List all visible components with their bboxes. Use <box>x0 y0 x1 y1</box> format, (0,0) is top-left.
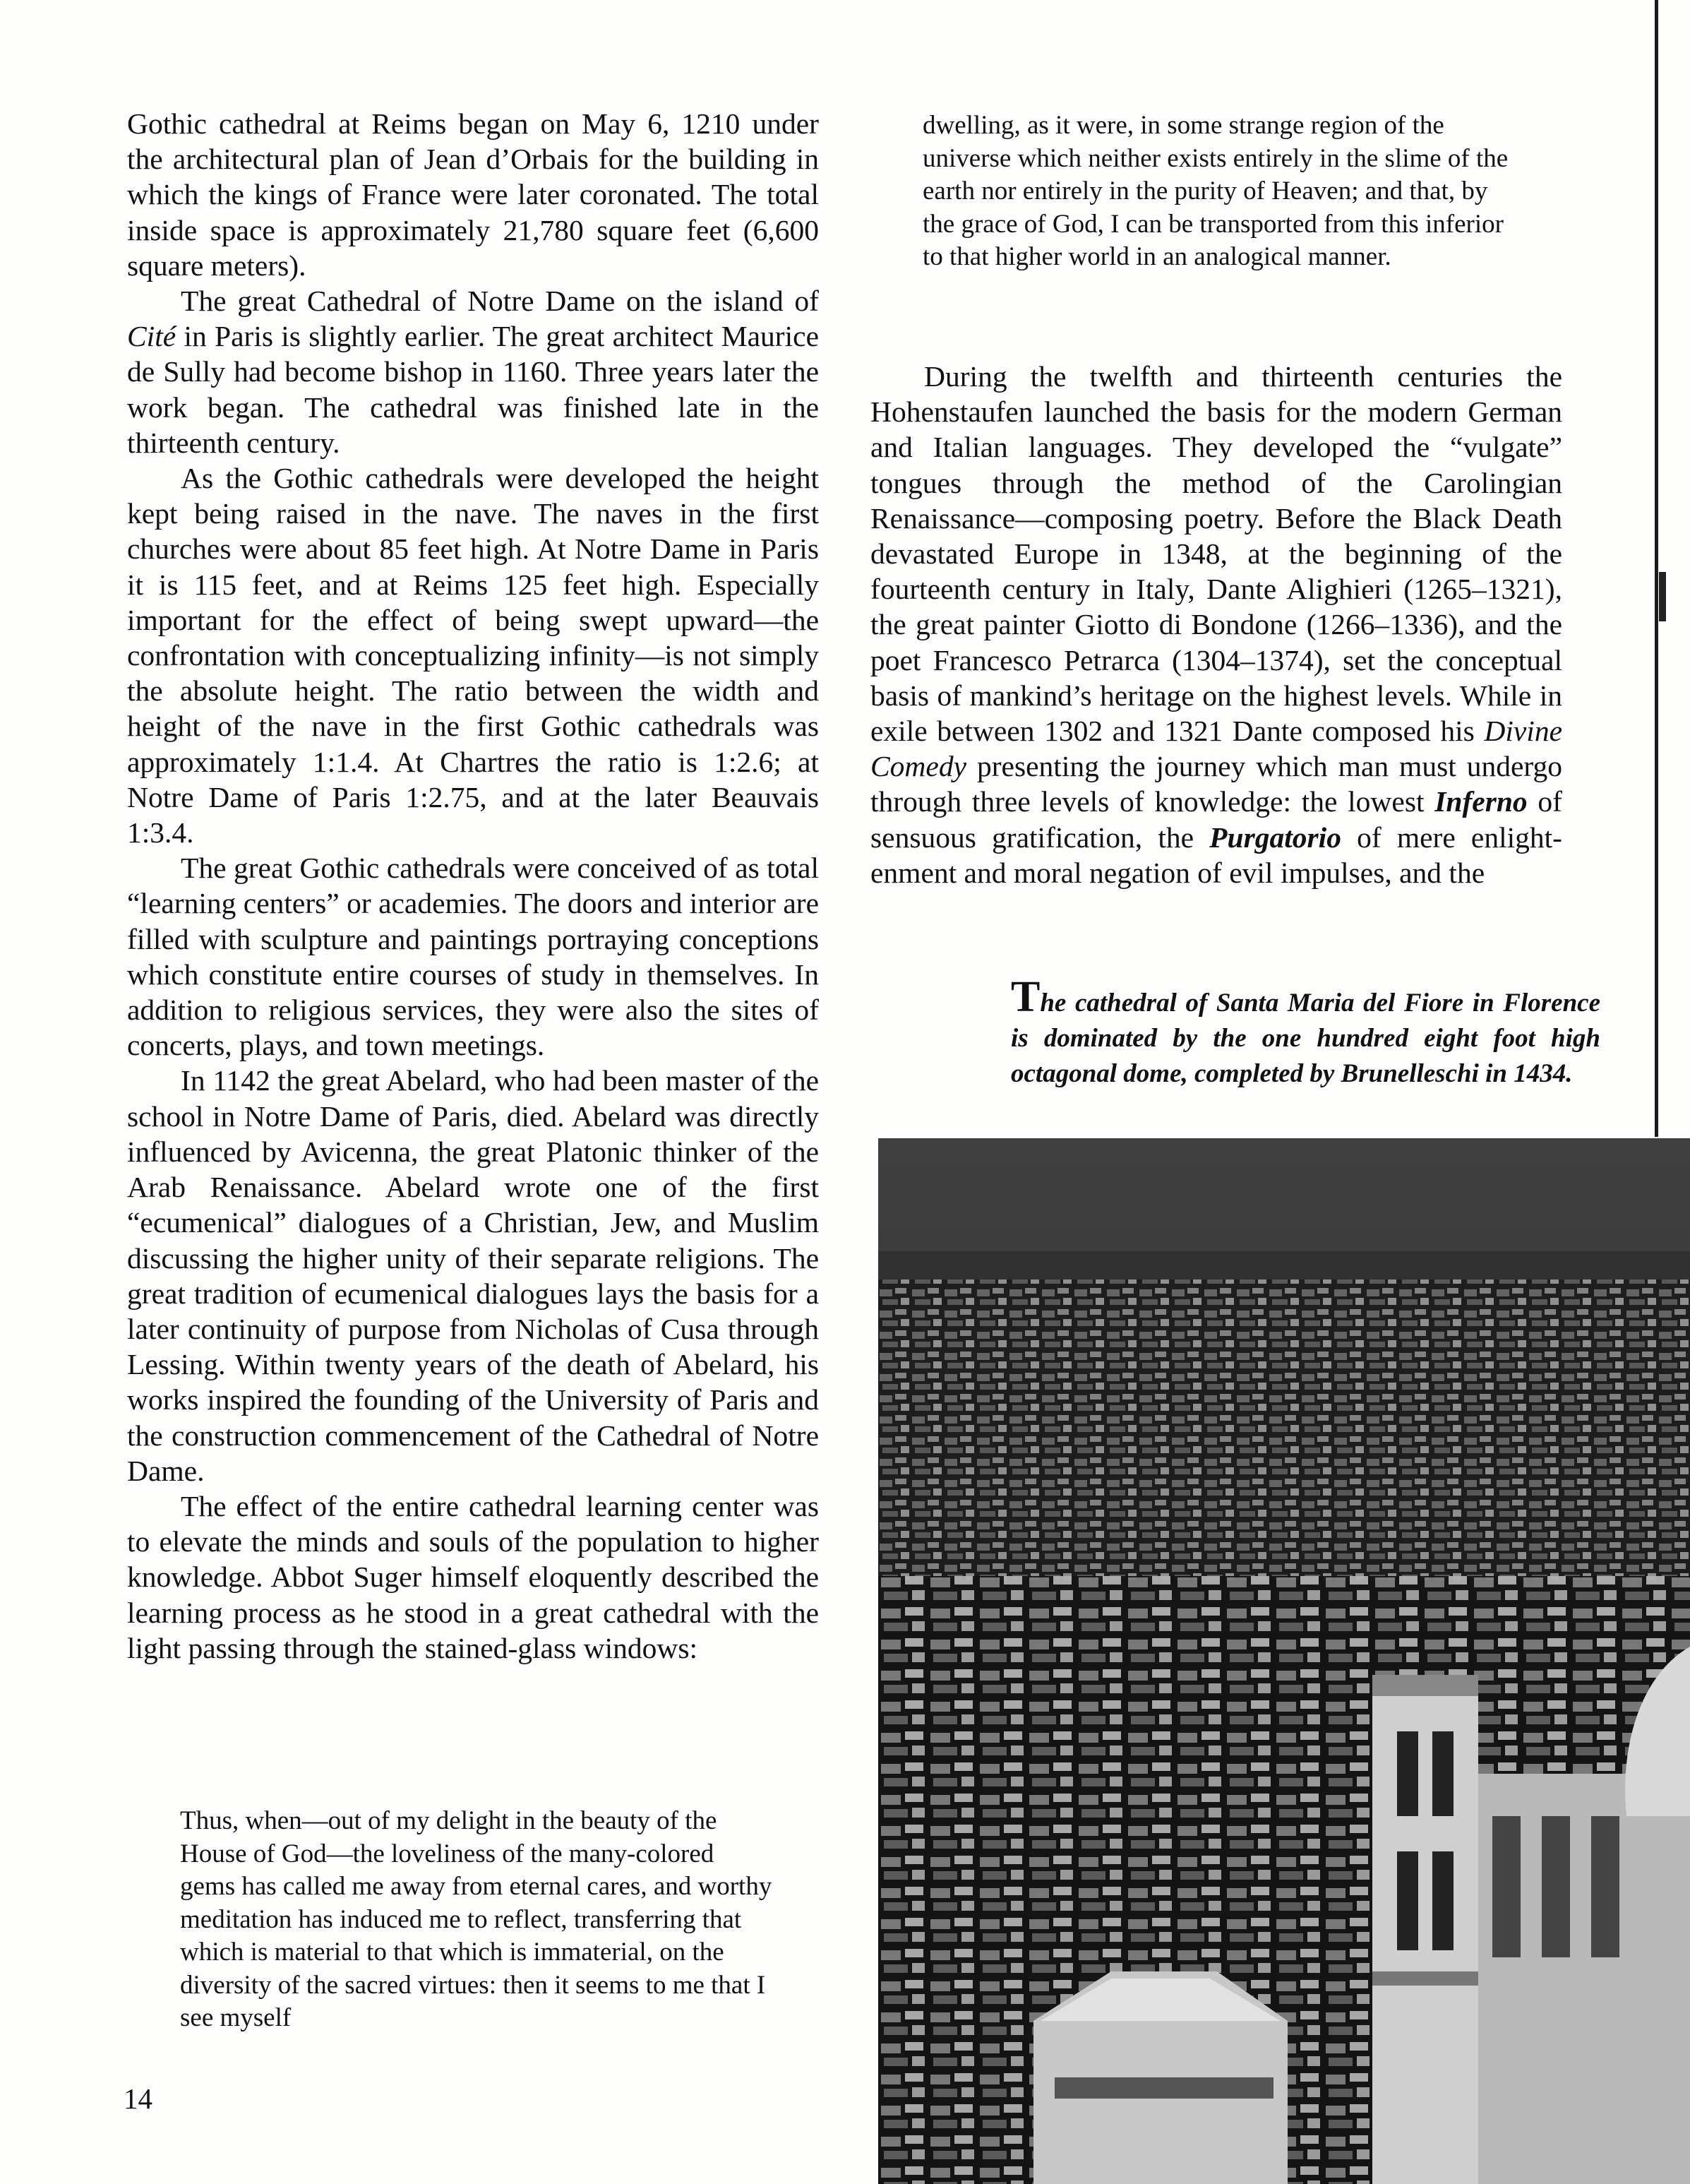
page-number: 14 <box>124 2082 152 2115</box>
suger-quote-part-2: dwelling, as it were, in some strange region of the universe which neither exists entirely in the slime of the earth nor entirely in the purity of Heaven; and that, by the grace of God, I can be transported from this inferior to that higher world in an analogical manner. <box>923 111 1509 271</box>
photo-illustration <box>878 1138 1690 2184</box>
caption-dropcap: T <box>1011 973 1041 1021</box>
caption-text: he cathedral of Santa Maria del Fiore in Florence is dominated by the one hundred eight foot high octagonal dome, completed by Brunelleschi in 1434. <box>1011 989 1600 1088</box>
paragraph-abelard: In 1142 the great Abelard, who had been master of the school in Notre Dame of Paris, died. Abelard was directly influenced by Avicenna, the great Platonic thinker of the Arab Renaissance. Abelard wrote one of the first “ecumenical” dialogues of a Christian, Jew, and Muslim discussing the higher unity of their separate religions. The great tradition of ecumenical dialogues lays the basis for a later continuity of purpose from Nicholas of Cusa through Lessing. Within twenty years of the death of Abelard, his works inspired the founding of the University of Paris and the construction commencement of the Cathedral of Notre Dame. <box>127 1064 819 1487</box>
suger-quote-part-1: Thus, when—out of my delight in the beauty of the House of God—the loveliness of the many-colored gems has called me away from eternal cares, and worthy meditation has induced me to reflect, transferring that which is material to that which is immaterial, on the diversity of the sacred virtues: then it seems to me that I see myself <box>180 1806 772 2032</box>
italic-term: Purgatorio <box>1209 821 1341 854</box>
left-column <box>127 106 819 1666</box>
florence-cathedral-photo <box>878 1138 1690 2184</box>
page-edge-rule <box>1655 0 1658 1137</box>
paragraph-abbot-suger: The effect of the entire cathedral learning center was to elevate the minds and souls of the population to higher knowledge. Abbot Suger himself eloquently described the learning process as he stood in a great cathedral with the light passing through the stained-glass windows: <box>127 1489 819 1664</box>
italic-term: Cité <box>127 320 176 353</box>
right-column <box>870 359 1562 890</box>
paragraph-hohenstaufen: During the twelfth and thirteenth centuries the Hohenstaufen launched the basis for the modern German and Italian languages. They developed the “vulgate” tongues through the method of the Carolingian Renaissance—composing poetry. Before the Black Death devastated Europe in 1348, at the beginning of the fourteenth century in Italy, Dante Alighieri (1265–1321), the great painter Giotto di Bondone (1266–1336), and the poet Francesco Petrarca (1304–1374), set the conceptual basis of mankind’s heritage on the highest levels. While in exile between 1302 and 1321 Dante composed his Divine Comedy presenting the journey which man must undergo through three levels of knowledge: the lowest Inferno of sensuous gratification, the Purgatorio of mere enlightenment and moral negation of evil impulses, and the <box>870 360 1562 889</box>
campanile-shape <box>1372 1675 1478 2184</box>
paragraph-reims: Gothic cathedral at Reims began on May 6, 1210 under the architectural plan of Jean d’Orbais for the building in which the kings of France were later coronated. The total inside space is approximately 21,780 square feet (6,600 square meters). <box>127 107 819 282</box>
photo-caption <box>1011 973 1600 1092</box>
baptistery-shape <box>1033 1971 1288 2184</box>
page-edge-mark <box>1659 572 1666 621</box>
italic-term: Divine Comedy <box>870 715 1562 783</box>
italic-term: Inferno <box>1434 785 1528 818</box>
paragraph-learning-centers: The great Gothic cathedrals were conceived of as total “learning centers” or academies. The doors and interior are filled with sculpture and paintings portraying conceptions which constitute entire courses of study in themselves. In addition to religious services, they were also the sites of concerts, plays, and town meetings. <box>127 852 819 1062</box>
paragraph-nave-height: As the Gothic cathedrals were developed the height kept being raised in the nave. The naves in the first churches were about 85 feet high. At Notre Dame in Paris it is 115 feet, and at Reims 125 feet high. Especially important for the effect of being swept upward—the confrontation with conceptualizing infinity—is not simply the absolute height. The ratio between the width and height of the nave in the first Gothic cathedrals was approximately 1:1.4. At Chartres the ratio is 1:2.6; at Notre Dame of Paris 1:2.75, and at the later Beauvais 1:3.4. <box>127 462 819 849</box>
paragraph-notre-dame: The great Cathedral of Notre Dame on the island of Cité in Paris is slightly earlier. The great architect Maurice de Sully had become bishop in 1160. Three years later the work began. The cathedral was finished late in the thirteenth century. <box>127 285 819 459</box>
